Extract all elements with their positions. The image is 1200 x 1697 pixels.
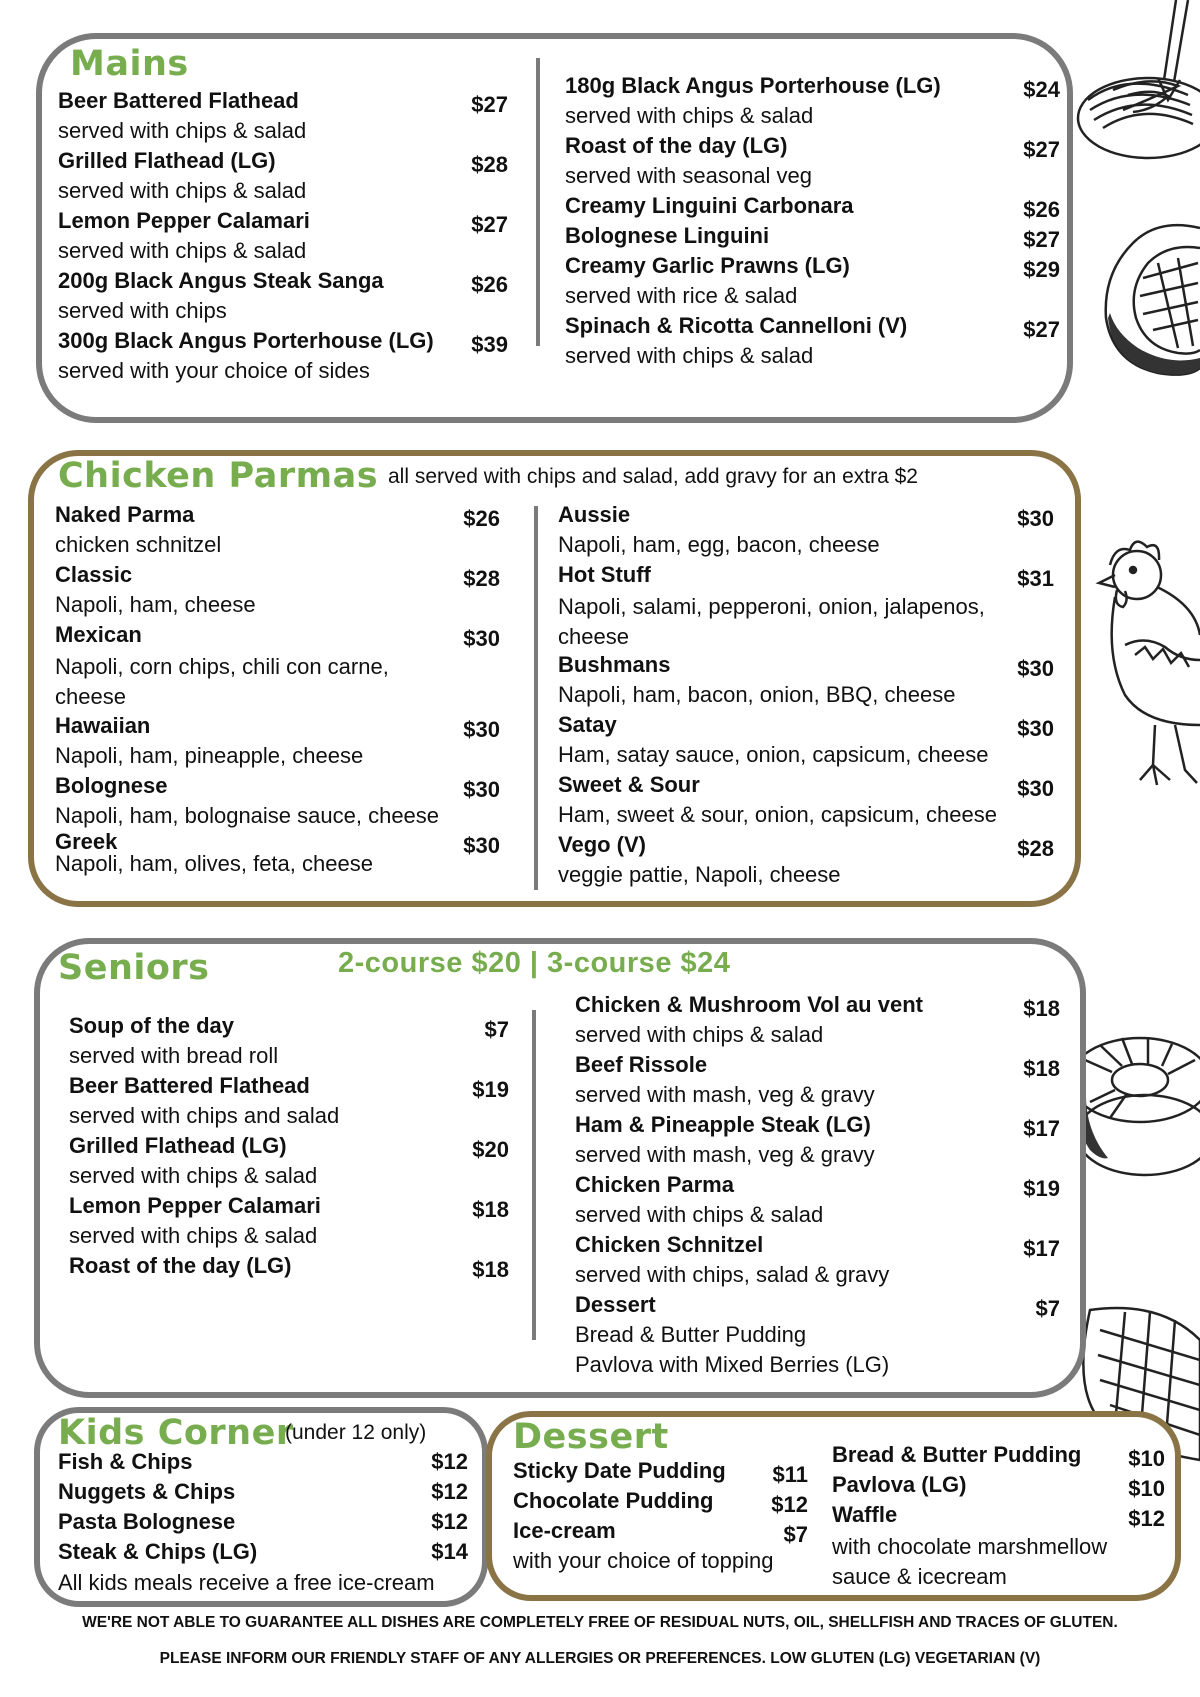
- item-price: $39: [471, 332, 508, 357]
- menu-item: [55, 773, 500, 829]
- item-name: Bread & Butter Pudding: [832, 1442, 1082, 1467]
- menu-item: [558, 652, 1054, 712]
- menu-item: [558, 502, 1054, 562]
- item-price: $24: [1023, 77, 1060, 102]
- item-description: served with mash, veg & gravy: [575, 1142, 875, 1167]
- menu-item: [55, 713, 500, 773]
- item-name: Naked Parma: [55, 502, 195, 527]
- item-description: served with chips & salad: [58, 238, 307, 263]
- item-description: served with chips & salad: [58, 118, 307, 143]
- item-description: Napoli, ham, pineapple, cheese: [55, 743, 364, 768]
- item-price: $27: [1023, 317, 1060, 342]
- item-description: Napoli, ham, cheese: [55, 592, 256, 617]
- item-description: served with rice & salad: [565, 283, 798, 308]
- item-price: $28: [463, 566, 500, 591]
- seniors-title: Seniors: [58, 948, 210, 988]
- item-description: served with your choice of sides: [58, 358, 370, 383]
- item-description: Napoli, corn chips, chili con carne, cheese: [55, 654, 389, 709]
- dessert-right-note: with chocolate marshmellow sauce & icecream: [832, 1534, 1108, 1589]
- menu-item: [565, 223, 1060, 253]
- menu-item: [575, 1292, 1060, 1382]
- item-name: 300g Black Angus Porterhouse (LG): [58, 328, 434, 353]
- parmas-note: all served with chips and salad, add gravy for an extra $2: [388, 465, 918, 488]
- item-description: served with chips & salad: [69, 1223, 318, 1248]
- menu-item: [565, 73, 1060, 133]
- item-description: Napoli, ham, olives, feta, cheese: [55, 851, 373, 876]
- item-description: served with chips & salad: [565, 343, 814, 368]
- item-description: served with chips & salad: [575, 1022, 824, 1047]
- item-name: Sticky Date Pudding: [513, 1458, 726, 1483]
- item-price: $10: [1128, 1476, 1165, 1501]
- item-name: Hawaiian: [55, 713, 151, 738]
- item-name: Aussie: [558, 502, 631, 527]
- mains-title: Mains: [70, 44, 189, 84]
- item-name: Bushmans: [558, 652, 671, 677]
- menu-item: [575, 1172, 1060, 1232]
- menu-item: [558, 832, 1054, 892]
- item-name: Nuggets & Chips: [58, 1479, 236, 1504]
- menu-item: [558, 562, 1054, 652]
- item-description: served with mash, veg & gravy: [575, 1082, 875, 1107]
- item-price: $30: [1017, 716, 1054, 741]
- item-description: Napoli, salami, pepperoni, onion, jalapenos, cheese: [558, 594, 985, 649]
- item-description: served with chips, salad & gravy: [575, 1262, 890, 1287]
- item-name: Beer Battered Flathead: [69, 1073, 310, 1098]
- item-price: $7: [783, 1522, 808, 1547]
- menu-item: [55, 562, 500, 622]
- item-price: $17: [1023, 1116, 1060, 1141]
- kids-note: (under 12 only): [285, 1421, 427, 1444]
- item-name: Pasta Bolognese: [58, 1509, 236, 1534]
- menu-item: [69, 1133, 509, 1193]
- item-name: Lemon Pepper Calamari: [69, 1193, 321, 1218]
- item-name: Greek: [55, 829, 118, 854]
- parmas-right-column: [558, 502, 1054, 892]
- item-name: Creamy Garlic Prawns (LG): [565, 253, 850, 278]
- dessert-right-column: [832, 1442, 1165, 1592]
- menu-item: [58, 1449, 468, 1479]
- item-name: Roast of the day (LG): [69, 1253, 292, 1278]
- dessert-title: Dessert: [513, 1417, 669, 1457]
- item-description: chicken schnitzel: [55, 532, 222, 557]
- menu-item: [69, 1193, 509, 1253]
- item-price: $28: [1017, 836, 1054, 861]
- item-price: $27: [471, 212, 508, 237]
- item-name: Grilled Flathead (LG): [69, 1133, 287, 1158]
- menu-item: [58, 1479, 468, 1509]
- item-name: Ice-cream: [513, 1518, 616, 1543]
- dessert-left-column: [513, 1458, 808, 1574]
- item-description: served with chips: [58, 298, 227, 323]
- menu-item: [69, 1253, 509, 1283]
- item-price: $18: [1023, 1056, 1060, 1081]
- menu-item: [575, 1112, 1060, 1172]
- item-description: Pavlova with Mixed Berries (LG): [575, 1352, 890, 1377]
- menu-item: [58, 208, 508, 268]
- item-name: Chicken & Mushroom Vol au vent: [575, 992, 923, 1017]
- steak-icon: [1098, 218, 1200, 378]
- item-price: $17: [1023, 1236, 1060, 1261]
- item-price: $12: [1128, 1506, 1165, 1531]
- item-name: Pavlova (LG): [832, 1472, 967, 1497]
- item-name: Grilled Flathead (LG): [58, 148, 276, 173]
- item-name: Sweet & Sour: [558, 772, 700, 797]
- mains-right-column: [565, 73, 1060, 373]
- mains-left-column: [58, 88, 508, 388]
- menu-item: [58, 328, 508, 388]
- menu-item: [565, 133, 1060, 193]
- menu-item: [558, 712, 1054, 772]
- item-name: Chicken Parma: [575, 1172, 734, 1197]
- item-description: served with chips & salad: [58, 178, 307, 203]
- item-price: $26: [1023, 197, 1060, 222]
- kids-title: Kids Corner: [58, 1413, 294, 1453]
- item-price: $30: [463, 717, 500, 742]
- item-price: $30: [1017, 776, 1054, 801]
- item-name: Mexican: [55, 622, 142, 647]
- menu-item: [565, 193, 1060, 223]
- item-name: Chicken Schnitzel: [575, 1232, 764, 1257]
- item-description: served with chips & salad: [575, 1202, 824, 1227]
- item-price: $19: [1023, 1176, 1060, 1201]
- parmas-left-column: [55, 502, 500, 885]
- menu-item: [565, 313, 1060, 373]
- menu-item: [55, 829, 500, 885]
- kids-footer-note: All kids meals receive a free ice-cream: [58, 1570, 435, 1595]
- item-price: $18: [472, 1197, 509, 1222]
- menu-item: [69, 1013, 509, 1073]
- item-price: $10: [1128, 1446, 1165, 1471]
- item-price: $12: [771, 1492, 808, 1517]
- item-price: $29: [1023, 257, 1060, 282]
- item-price: $31: [1017, 566, 1054, 591]
- item-price: $14: [431, 1539, 468, 1564]
- menu-item: [55, 502, 500, 562]
- seniors-right-column: [575, 992, 1060, 1382]
- item-description: Ham, sweet & sour, onion, capsicum, cheese: [558, 802, 997, 827]
- item-name: Hot Stuff: [558, 562, 651, 587]
- item-description: veggie pattie, Napoli, cheese: [558, 862, 841, 887]
- menu-item: [58, 148, 508, 208]
- item-description: served with chips & salad: [565, 103, 814, 128]
- item-name: 200g Black Angus Steak Sanga: [58, 268, 384, 293]
- item-description: served with chips and salad: [69, 1103, 340, 1128]
- item-price: $27: [1023, 227, 1060, 252]
- item-price: $12: [431, 1509, 468, 1534]
- parmas-title: Chicken Parmas: [58, 456, 379, 496]
- item-description: Napoli, ham, bacon, onion, BBQ, cheese: [558, 682, 956, 707]
- item-price: $27: [471, 92, 508, 117]
- item-name: Soup of the day: [69, 1013, 234, 1038]
- item-name: Fish & Chips: [58, 1449, 193, 1474]
- menu-item: [58, 268, 508, 328]
- pasta-fork-icon: [1068, 0, 1200, 170]
- item-price: $18: [472, 1257, 509, 1282]
- item-name: Vego (V): [558, 832, 647, 857]
- item-name: Ham & Pineapple Steak (LG): [575, 1112, 871, 1137]
- item-description: Bread & Butter Pudding: [575, 1322, 807, 1347]
- item-price: $26: [471, 272, 508, 297]
- item-price: $7: [484, 1017, 509, 1042]
- item-name: Lemon Pepper Calamari: [58, 208, 310, 233]
- item-name: Creamy Linguini Carbonara: [565, 193, 854, 218]
- item-price: $18: [1023, 996, 1060, 1021]
- item-name: Chocolate Pudding: [513, 1488, 714, 1513]
- item-description: served with bread roll: [69, 1043, 279, 1068]
- item-name: Satay: [558, 712, 617, 737]
- item-price: $19: [472, 1077, 509, 1102]
- menu-item: [58, 88, 508, 148]
- item-name: Dessert: [575, 1292, 656, 1317]
- menu-item: [58, 1509, 468, 1539]
- menu-item: [832, 1442, 1165, 1472]
- mains-column-divider: [536, 58, 540, 346]
- menu-item: [513, 1518, 808, 1548]
- menu-item: [58, 1539, 468, 1569]
- menu-item: [575, 1232, 1060, 1292]
- item-price: $12: [431, 1479, 468, 1504]
- item-price: $30: [463, 777, 500, 802]
- item-name: Beer Battered Flathead: [58, 88, 299, 113]
- chicken-icon: [1085, 535, 1200, 845]
- item-name: Spinach & Ricotta Cannelloni (V): [565, 313, 908, 338]
- item-name: Beef Rissole: [575, 1052, 708, 1077]
- menu-item: [558, 772, 1054, 832]
- dessert-left-note: with your choice of topping: [513, 1548, 774, 1573]
- item-description: Napoli, ham, bolognaise sauce, cheese: [55, 803, 440, 828]
- item-description: Napoli, ham, egg, bacon, cheese: [558, 532, 880, 557]
- item-name: Classic: [55, 562, 133, 587]
- seniors-left-column: [69, 1013, 509, 1283]
- item-description: served with seasonal veg: [565, 163, 813, 188]
- item-price: $27: [1023, 137, 1060, 162]
- item-description: served with chips & salad: [69, 1163, 318, 1188]
- menu-item: [513, 1488, 808, 1518]
- seniors-subtitle: 2-course $20 | 3-course $24: [338, 947, 731, 979]
- item-name: 180g Black Angus Porterhouse (LG): [565, 73, 941, 98]
- item-name: Roast of the day (LG): [565, 133, 788, 158]
- menu-item: [575, 1052, 1060, 1112]
- kids-items: [58, 1449, 468, 1596]
- item-price: $30: [463, 626, 500, 651]
- allergy-disclaimer: WE'RE NOT ABLE TO GUARANTEE ALL DISHES ARE COMPLETELY FREE OF RESIDUAL NUTS, OIL, SHELLFISH AND TRACES OF GLUTEN.: [82, 1614, 1118, 1631]
- item-price: $30: [463, 833, 500, 858]
- item-price: $7: [1035, 1296, 1060, 1321]
- item-price: $28: [471, 152, 508, 177]
- menu-item: [575, 992, 1060, 1052]
- item-price: $30: [1017, 506, 1054, 531]
- menu-item: [832, 1502, 1165, 1532]
- item-name: Steak & Chips (LG): [58, 1539, 258, 1564]
- dietary-legend: PLEASE INFORM OUR FRIENDLY STAFF OF ANY ALLERGIES OR PREFERENCES. LOW GLUTEN (LG) VEGETARIAN (V): [159, 1650, 1041, 1667]
- menu-item: [832, 1472, 1165, 1502]
- menu-item: [69, 1073, 509, 1133]
- menu-item: [513, 1458, 808, 1488]
- menu-item: [565, 253, 1060, 313]
- item-price: $12: [431, 1449, 468, 1474]
- item-price: $26: [463, 506, 500, 531]
- item-name: Bolognese: [55, 773, 168, 798]
- parmas-column-divider: [534, 506, 538, 890]
- seniors-column-divider: [532, 1010, 536, 1340]
- menu-item: [55, 622, 500, 713]
- item-price: $30: [1017, 656, 1054, 681]
- item-price: $20: [472, 1137, 509, 1162]
- item-description: Ham, satay sauce, onion, capsicum, cheese: [558, 742, 989, 767]
- item-name: Waffle: [832, 1502, 898, 1527]
- item-name: Bolognese Linguini: [565, 223, 770, 248]
- item-price: $11: [772, 1462, 808, 1487]
